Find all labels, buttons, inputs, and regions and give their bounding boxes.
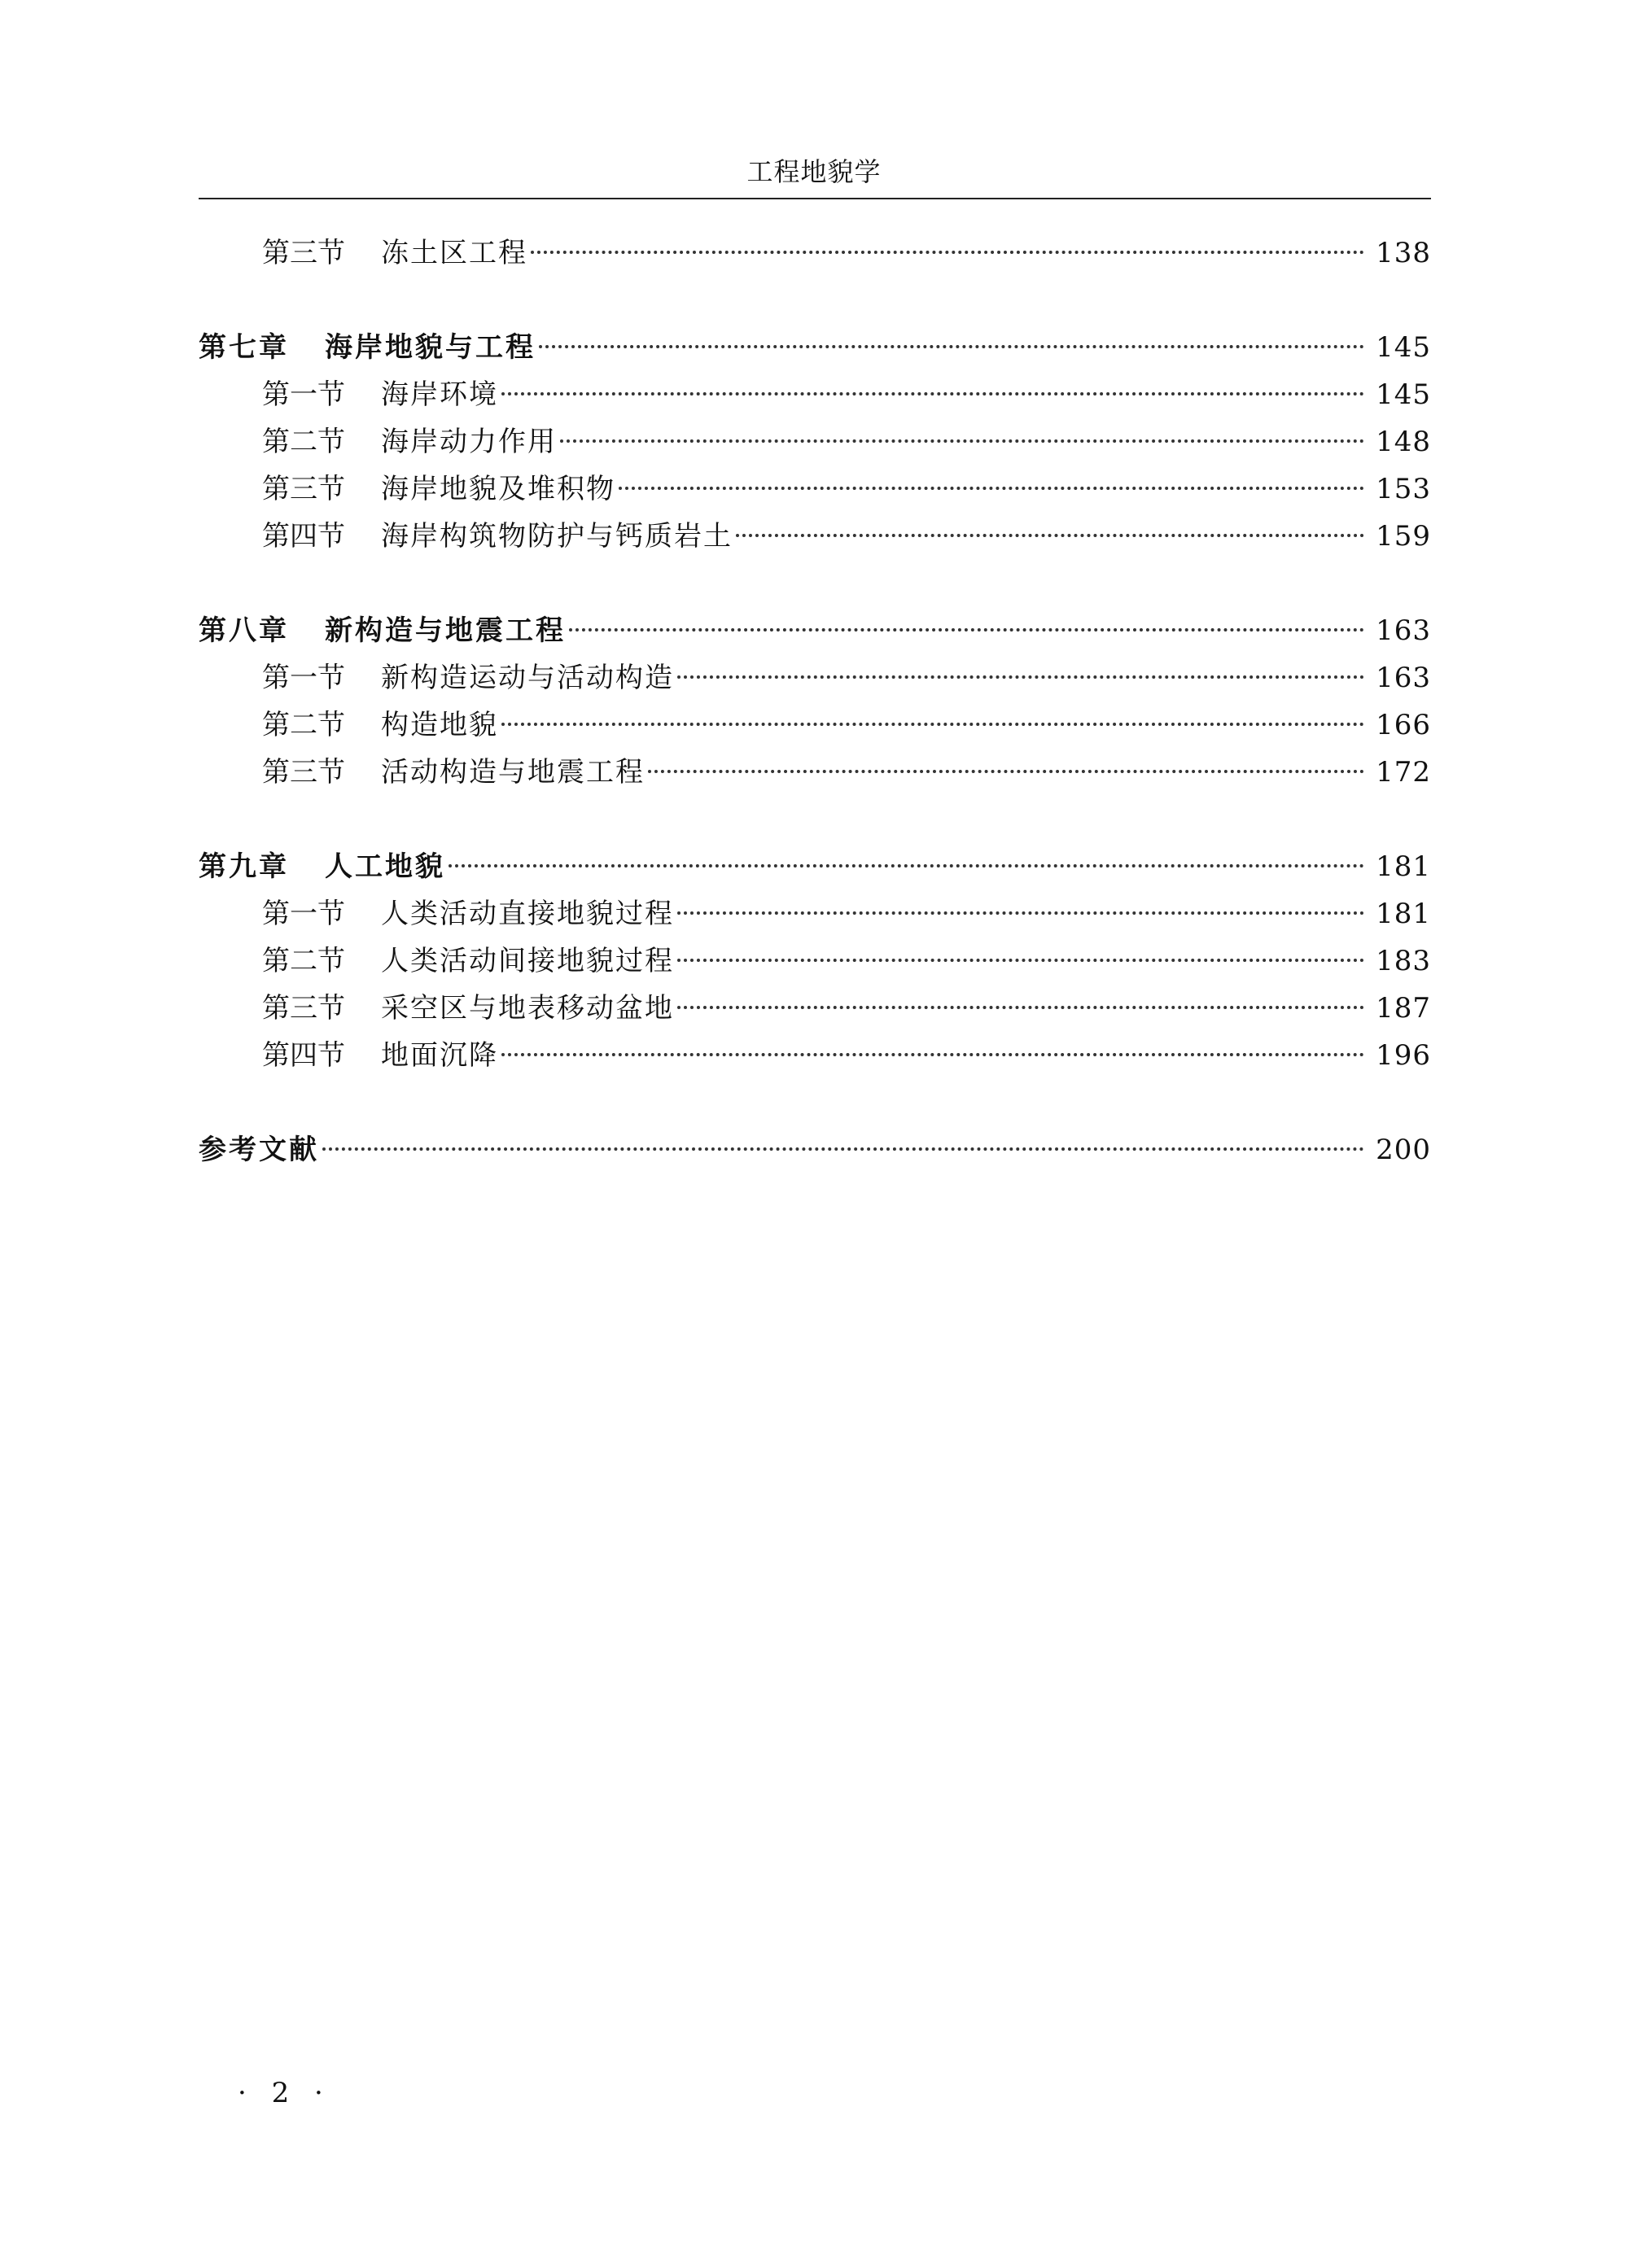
running-header: 工程地貌学 xyxy=(746,156,882,187)
toc-entry-number: 第三节 xyxy=(262,473,345,505)
toc-entry-title: 参考文献 xyxy=(199,1134,319,1166)
toc-entry-number: 第七章 xyxy=(199,331,289,364)
toc-page-number: 145 xyxy=(1376,331,1431,364)
toc-entry-number: 第三节 xyxy=(262,992,345,1025)
toc-chapter-entry[interactable] xyxy=(199,1126,1431,1173)
toc-section-entry[interactable] xyxy=(199,701,1431,749)
toc-page-number: 145 xyxy=(1376,378,1431,411)
toc-entry-title: 新构造与地震工程 xyxy=(325,614,566,647)
toc-entry-number: 第三节 xyxy=(262,237,345,269)
page-number: · 2 · xyxy=(238,2077,331,2109)
toc-page-number: 172 xyxy=(1376,756,1431,789)
toc-section-entry[interactable] xyxy=(199,749,1431,796)
toc-entry-title: 地面沉降 xyxy=(381,1039,498,1072)
toc-entry-title: 构造地貌 xyxy=(381,709,498,741)
toc-page-number: 181 xyxy=(1376,850,1431,883)
toc-entry-title: 采空区与地表移动盆地 xyxy=(381,992,674,1025)
toc-chapter-entry[interactable] xyxy=(199,324,1431,371)
toc-entry-title: 人工地貌 xyxy=(325,850,445,883)
toc-section-entry[interactable] xyxy=(199,890,1431,937)
toc-dot-leader xyxy=(677,675,1364,679)
toc-dot-leader xyxy=(677,959,1364,962)
toc-page-number: 163 xyxy=(1376,614,1431,647)
toc-spacer xyxy=(199,560,1431,607)
toc-entry-title: 新构造运动与活动构造 xyxy=(381,662,674,694)
toc-page-number: 163 xyxy=(1376,662,1431,694)
toc-entry-title: 海岸地貌及堆积物 xyxy=(381,473,615,505)
toc-chapter-entry[interactable] xyxy=(199,843,1431,890)
toc-entry-title: 人类活动间接地貌过程 xyxy=(381,945,674,977)
toc-entry-title: 海岸环境 xyxy=(381,378,498,411)
toc-page-number: 159 xyxy=(1376,520,1431,553)
toc-dot-leader xyxy=(501,392,1364,395)
toc-page-number: 148 xyxy=(1376,426,1431,458)
toc-page-number: 166 xyxy=(1376,709,1431,741)
toc-dot-leader xyxy=(569,628,1364,631)
toc-entry-number: 第四节 xyxy=(262,1039,345,1072)
toc-entry-number: 第二节 xyxy=(262,426,345,458)
toc-entry-number: 第一节 xyxy=(262,378,345,411)
toc-section-entry[interactable] xyxy=(199,985,1431,1032)
toc-entry-number: 第二节 xyxy=(262,709,345,741)
toc-page-number: 181 xyxy=(1376,898,1431,930)
toc-section-entry[interactable] xyxy=(199,513,1431,560)
header-rule xyxy=(199,198,1431,199)
toc-page-number: 138 xyxy=(1376,237,1431,269)
toc-entry-title: 冻土区工程 xyxy=(381,237,527,269)
toc-entry-title: 海岸地貌与工程 xyxy=(325,331,536,364)
toc-dot-leader xyxy=(531,251,1364,254)
toc-entry-title: 海岸构筑物防护与钙质岩土 xyxy=(381,520,733,553)
toc-section-entry[interactable] xyxy=(199,229,1431,277)
toc-page-number: 196 xyxy=(1376,1039,1431,1072)
toc-page-number: 183 xyxy=(1376,945,1431,977)
toc-section-entry[interactable] xyxy=(199,654,1431,701)
toc-section-entry[interactable] xyxy=(199,937,1431,985)
toc-entry-number: 第一节 xyxy=(262,898,345,930)
toc-dot-leader xyxy=(539,345,1364,348)
toc-entry-title: 人类活动直接地貌过程 xyxy=(381,898,674,930)
toc-dot-leader xyxy=(677,1006,1364,1009)
toc-entry-number: 第四节 xyxy=(262,520,345,553)
toc-entry-number: 第二节 xyxy=(262,945,345,977)
toc-section-entry[interactable] xyxy=(199,418,1431,465)
toc-dot-leader xyxy=(677,911,1364,915)
toc-entry-number: 第九章 xyxy=(199,850,289,883)
toc-section-entry[interactable] xyxy=(199,371,1431,418)
toc-entry-title: 活动构造与地震工程 xyxy=(381,756,645,789)
toc-spacer xyxy=(199,277,1431,324)
toc-page-number: 153 xyxy=(1376,473,1431,505)
toc-entry-title: 海岸动力作用 xyxy=(381,426,557,458)
toc-entry-number: 第一节 xyxy=(262,662,345,694)
toc-dot-leader xyxy=(560,439,1364,443)
toc-entry-number: 第三节 xyxy=(262,756,345,789)
toc-section-entry[interactable] xyxy=(199,1032,1431,1079)
toc-spacer xyxy=(199,1079,1431,1126)
toc-dot-leader xyxy=(501,723,1364,726)
toc-entry-number: 第八章 xyxy=(199,614,289,647)
toc-dot-leader xyxy=(648,770,1364,773)
toc-dot-leader xyxy=(501,1053,1364,1056)
toc-page-number: 187 xyxy=(1376,992,1431,1025)
toc-section-entry[interactable] xyxy=(199,465,1431,513)
toc-dot-leader xyxy=(619,487,1364,490)
table-of-contents xyxy=(199,229,1431,1173)
toc-dot-leader xyxy=(736,534,1364,537)
toc-page-number: 200 xyxy=(1376,1134,1431,1166)
toc-dot-leader xyxy=(322,1147,1364,1151)
toc-dot-leader xyxy=(449,864,1364,867)
toc-chapter-entry[interactable] xyxy=(199,607,1431,654)
toc-spacer xyxy=(199,796,1431,843)
